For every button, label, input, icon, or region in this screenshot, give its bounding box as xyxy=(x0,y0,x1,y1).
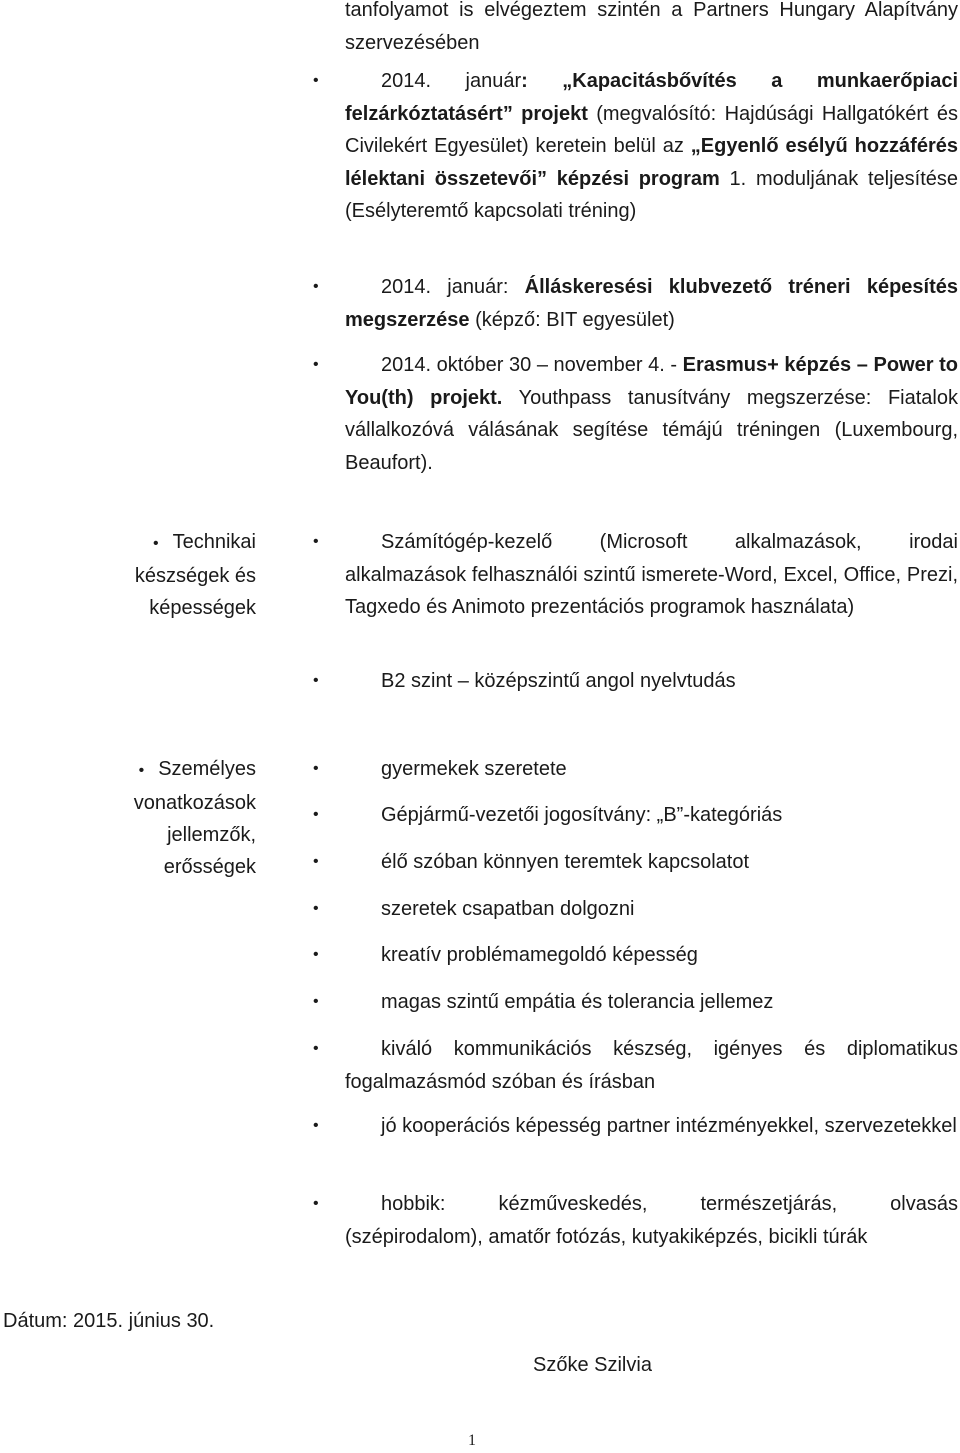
training-item-allaskeresesi: 2014. január: Álláskeresési klubvezető tréneri képesítés megszerzése (képző: BIT egyesület) xyxy=(345,276,958,331)
date-line: Dátum: 2015. június 30. xyxy=(3,1310,215,1332)
bullet-icon: • xyxy=(313,760,319,777)
bullet-icon: • xyxy=(313,806,319,823)
bullet-icon: • xyxy=(313,356,319,373)
personal-item: hobbik: kézműveskedés, természetjárás, olvasás (szépirodalom), amatőr fotózás, kutyakiképzés, bicikli túrák xyxy=(345,1193,958,1248)
technical-item-english: B2 szint – középszintű angol nyelvtudás xyxy=(381,670,736,692)
technical-item-computer: Számítógép-kezelő (Microsoft alkalmazások, irodai alkalmazások felhasználói szintű ismerete-Word, Excel, Office, Prezi, Tagxedo és Animoto prezentációs programok használata) xyxy=(345,531,958,618)
training-item-erasmus: 2014. október 30 – november 4. - Erasmus+ képzés – Power to You(th) projekt. Youthpass tanusítvány megszerzése: Fiatalok vállalkozóvá válásának segítése témájú tréningen (Luxembourg, Beaufort). xyxy=(345,354,958,474)
personal-skills-label: • Személyes vonatkozások jellemzők, erősségek xyxy=(133,758,256,878)
bullet-icon: • xyxy=(313,72,319,89)
bullet-icon: • xyxy=(313,1117,319,1134)
personal-item: Gépjármű-vezetői jogosítvány: „B”-kategóriás xyxy=(381,804,783,826)
bullet-icon: • xyxy=(313,278,319,295)
page-number: 1 xyxy=(468,1432,476,1449)
bullet-icon: • xyxy=(313,993,319,1010)
training-item-continuation: tanfolyamot is elvégeztem szintén a Partners Hungary Alapítvány szervezésében xyxy=(345,0,958,54)
personal-item: élő szóban könnyen teremtek kapcsolatot xyxy=(381,851,749,873)
technical-skills-label: • Technikai készségek és képességek xyxy=(134,531,256,619)
training-item-kapacitasbovites: 2014. január: „Kapacitásbővítés a munkaerőpiaci felzárkóztatásért” projekt (megvalósító: Hajdúsági Hallgatókért és Civilekért Egyesület) keretein belül az „Egyenlő esélyű hozzáférés lélektani összetevői” képzési program 1. moduljának teljesítése (Esélyteremtő kapcsolati tréning) xyxy=(345,70,959,222)
bullet-icon: • xyxy=(313,1040,319,1057)
personal-item: gyermekek szeretete xyxy=(381,758,567,780)
personal-item: kiváló kommunikációs készség, igényes és diplomatikus fogalmazásmód szóban és írásban xyxy=(345,1038,958,1093)
bullet-icon: • xyxy=(313,533,319,550)
bullet-icon: • xyxy=(138,762,145,779)
bullet-icon: • xyxy=(313,672,319,689)
bullet-icon: • xyxy=(313,900,319,917)
bullet-icon: • xyxy=(153,535,159,552)
signature-name: Szőke Szilvia xyxy=(533,1354,652,1376)
personal-item: jó kooperációs képesség partner intézményekkel, szervezetekkel xyxy=(381,1115,957,1137)
personal-item: szeretek csapatban dolgozni xyxy=(381,898,635,920)
bullet-icon: • xyxy=(313,1195,319,1212)
bullet-icon: • xyxy=(313,853,319,870)
bullet-icon: • xyxy=(313,946,319,963)
personal-item: kreatív problémamegoldó képesség xyxy=(381,944,698,966)
personal-item: magas szintű empátia és tolerancia jellemez xyxy=(381,991,774,1013)
